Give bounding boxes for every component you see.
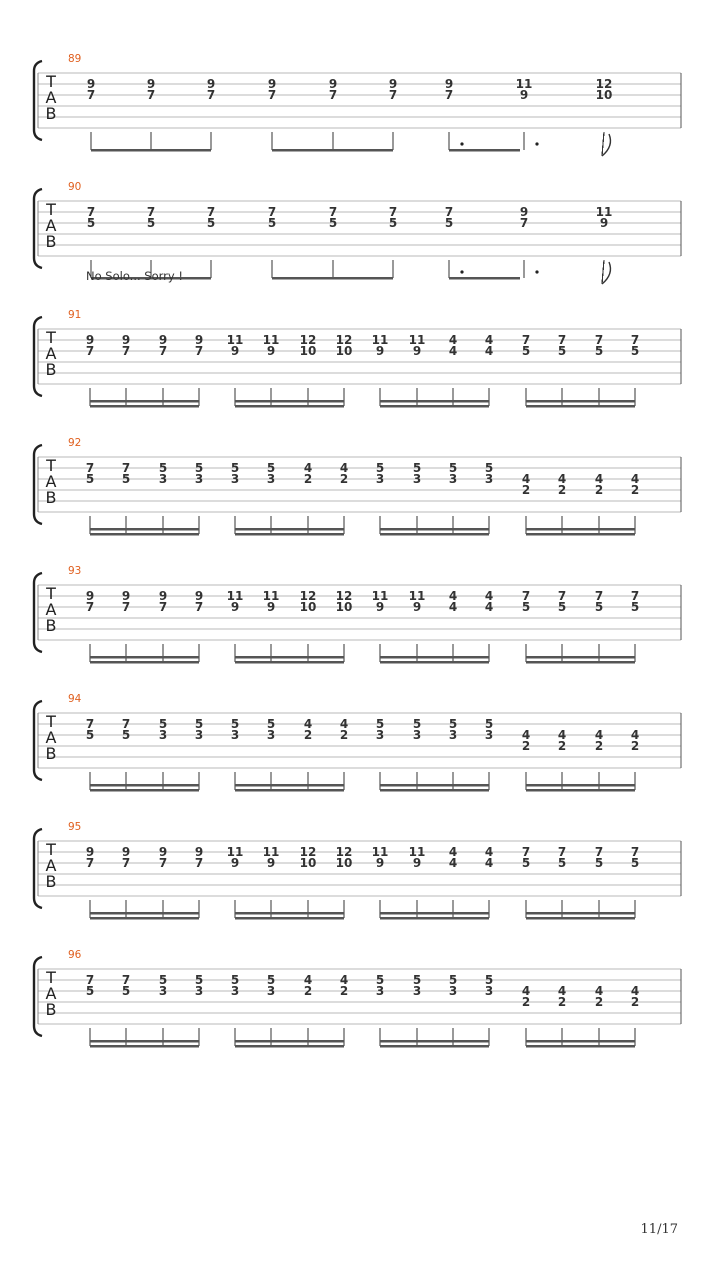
- fret-number: 2: [557, 483, 567, 497]
- fret-number: 3: [448, 984, 458, 998]
- fret-number: 9: [121, 589, 131, 603]
- fret-number: 2: [521, 995, 531, 1009]
- fret-number: 5: [267, 216, 277, 230]
- fret-number: 3: [230, 984, 240, 998]
- fret-number: 3: [266, 728, 276, 742]
- fret-number: 4: [557, 984, 567, 998]
- fret-number: 7: [194, 600, 204, 614]
- fret-number: 5: [158, 461, 168, 475]
- fret-number: 9: [412, 344, 422, 358]
- fret-number: 9: [194, 845, 204, 859]
- fret-number: 7: [121, 344, 131, 358]
- fret-number: 4: [448, 856, 458, 870]
- fret-number: 3: [158, 472, 168, 486]
- fret-number: 2: [557, 739, 567, 753]
- fret-number: 11: [262, 845, 280, 859]
- fret-number: 9: [158, 333, 168, 347]
- fret-number: 4: [339, 973, 349, 987]
- fret-number: 11: [408, 333, 426, 347]
- fret-number: 4: [630, 984, 640, 998]
- fret-number: 5: [521, 856, 531, 870]
- fret-number: 5: [594, 600, 604, 614]
- fret-number: 11: [515, 77, 533, 91]
- measure-number: 89: [68, 53, 82, 65]
- fret-number: 10: [335, 856, 353, 870]
- fret-number: 9: [375, 856, 385, 870]
- fret-number: 5: [448, 717, 458, 731]
- fret-number: 5: [266, 717, 276, 731]
- fret-number: 2: [557, 995, 567, 1009]
- fret-number: 11: [408, 845, 426, 859]
- fret-number: 7: [121, 600, 131, 614]
- measure-number: 92: [68, 437, 82, 449]
- fret-number: 5: [557, 344, 567, 358]
- fret-number: 7: [521, 845, 531, 859]
- fret-number: 9: [121, 333, 131, 347]
- measure-number: 95: [68, 821, 82, 833]
- fret-number: 4: [594, 984, 604, 998]
- fret-number: 9: [519, 88, 529, 102]
- fret-number: 7: [328, 88, 338, 102]
- tab-clef-letter: A: [45, 984, 57, 1003]
- fret-number: 9: [158, 589, 168, 603]
- fret-number: 5: [194, 717, 204, 731]
- fret-number: 3: [194, 728, 204, 742]
- tab-clef-letter: A: [45, 728, 57, 747]
- fret-number: 9: [519, 205, 529, 219]
- fret-number: 4: [557, 472, 567, 486]
- fret-number: 5: [557, 600, 567, 614]
- fret-number: 9: [412, 600, 422, 614]
- fret-number: 12: [299, 589, 317, 603]
- tab-clef-letter: T: [46, 584, 56, 603]
- fret-number: 4: [594, 728, 604, 742]
- fret-number: 7: [630, 333, 640, 347]
- fret-number: 7: [85, 344, 95, 358]
- fret-number: 10: [299, 344, 317, 358]
- fret-number: 4: [484, 589, 494, 603]
- fret-number: 12: [299, 845, 317, 859]
- fret-number: 7: [521, 589, 531, 603]
- fret-number: 5: [85, 728, 95, 742]
- fret-number: 12: [335, 845, 353, 859]
- fret-number: 9: [230, 344, 240, 358]
- fret-number: 7: [121, 717, 131, 731]
- fret-number: 9: [328, 77, 338, 91]
- fret-number: 7: [158, 344, 168, 358]
- fret-number: 7: [158, 600, 168, 614]
- fret-number: 5: [86, 216, 96, 230]
- fret-number: 5: [521, 600, 531, 614]
- fret-number: 7: [444, 88, 454, 102]
- fret-number: 9: [412, 856, 422, 870]
- fret-number: 9: [444, 77, 454, 91]
- fret-number: 7: [121, 461, 131, 475]
- fret-number: 3: [484, 472, 494, 486]
- tab-clef-letter: B: [45, 1000, 57, 1019]
- fret-number: 7: [388, 205, 398, 219]
- fret-number: 4: [448, 589, 458, 603]
- fret-number: 2: [594, 483, 604, 497]
- fret-number: 7: [594, 845, 604, 859]
- fret-number: 3: [484, 984, 494, 998]
- fret-number: 2: [594, 739, 604, 753]
- fret-number: 5: [412, 973, 422, 987]
- fret-number: 5: [630, 856, 640, 870]
- fret-number: 4: [521, 728, 531, 742]
- tab-clef-letter: T: [46, 968, 56, 987]
- fret-number: 4: [339, 717, 349, 731]
- tab-clef-letter: T: [46, 840, 56, 859]
- fret-number: 5: [484, 717, 494, 731]
- fret-number: 4: [448, 333, 458, 347]
- fret-number: 7: [86, 88, 96, 102]
- fret-number: 4: [484, 600, 494, 614]
- fret-number: 4: [594, 472, 604, 486]
- tab-clef-letter: A: [45, 472, 57, 491]
- fret-number: 7: [630, 589, 640, 603]
- fret-number: 5: [194, 973, 204, 987]
- fret-number: 2: [339, 472, 349, 486]
- fret-number: 2: [303, 728, 313, 742]
- fret-number: 2: [303, 984, 313, 998]
- tab-system-95: [34, 821, 681, 918]
- fret-number: 7: [194, 344, 204, 358]
- fret-number: 5: [85, 984, 95, 998]
- fret-number: 12: [595, 77, 613, 91]
- fret-number: 5: [158, 717, 168, 731]
- fret-number: 5: [85, 472, 95, 486]
- fret-number: 9: [85, 845, 95, 859]
- fret-number: 5: [388, 216, 398, 230]
- tab-clef-letter: T: [46, 456, 56, 475]
- fret-number: 9: [375, 600, 385, 614]
- fret-number: 4: [484, 856, 494, 870]
- fret-number: 5: [412, 461, 422, 475]
- fret-number: 5: [375, 973, 385, 987]
- measure-number: 94: [68, 693, 82, 705]
- tab-clef-letter: B: [45, 232, 57, 251]
- fret-number: 4: [303, 461, 313, 475]
- fret-number: 7: [328, 205, 338, 219]
- note-stem: [602, 132, 604, 156]
- fret-number: 5: [594, 344, 604, 358]
- fret-number: 9: [86, 77, 96, 91]
- fret-number: 4: [557, 728, 567, 742]
- tab-clef-letter: B: [45, 488, 57, 507]
- tab-system-93: [34, 565, 681, 662]
- fret-number: 10: [335, 600, 353, 614]
- fret-number: 3: [266, 984, 276, 998]
- fret-number: 7: [557, 845, 567, 859]
- fret-number: 3: [375, 472, 385, 486]
- fret-number: 12: [335, 589, 353, 603]
- fret-number: 11: [371, 333, 389, 347]
- fret-number: 9: [158, 845, 168, 859]
- fret-number: 9: [230, 600, 240, 614]
- fret-number: 11: [262, 333, 280, 347]
- fret-number: 3: [194, 472, 204, 486]
- fret-number: 2: [521, 739, 531, 753]
- fret-number: 5: [448, 973, 458, 987]
- tab-clef-letter: B: [45, 104, 57, 123]
- fret-number: 11: [226, 845, 244, 859]
- fret-number: 3: [194, 984, 204, 998]
- section-annotation: No Solo... Sorry !: [86, 269, 183, 283]
- fret-number: 7: [630, 845, 640, 859]
- fret-number: 4: [630, 728, 640, 742]
- fret-number: 5: [230, 973, 240, 987]
- tab-system-96: [34, 949, 681, 1046]
- fret-number: 3: [266, 472, 276, 486]
- fret-number: 4: [521, 472, 531, 486]
- fret-number: 7: [85, 717, 95, 731]
- fret-number: 2: [630, 739, 640, 753]
- fret-number: 5: [206, 216, 216, 230]
- fret-number: 5: [266, 973, 276, 987]
- fret-number: 11: [262, 589, 280, 603]
- fret-number: 7: [86, 205, 96, 219]
- tab-clef-letter: A: [45, 344, 57, 363]
- fret-number: 11: [226, 333, 244, 347]
- fret-number: 9: [388, 77, 398, 91]
- fret-number: 9: [375, 344, 385, 358]
- fret-number: 5: [484, 461, 494, 475]
- fret-number: 7: [557, 589, 567, 603]
- tab-clef-letter: B: [45, 872, 57, 891]
- fret-number: 5: [412, 717, 422, 731]
- fret-number: 9: [194, 333, 204, 347]
- fret-number: 9: [121, 845, 131, 859]
- page-number: 11/17: [640, 1222, 678, 1237]
- fret-number: 7: [121, 856, 131, 870]
- fret-number: 5: [266, 461, 276, 475]
- fret-number: 3: [375, 728, 385, 742]
- fret-number: 5: [557, 856, 567, 870]
- fret-number: 11: [371, 589, 389, 603]
- fret-number: 7: [85, 600, 95, 614]
- fret-number: 2: [630, 995, 640, 1009]
- tab-system-92: [34, 437, 681, 534]
- measure-number: 91: [68, 309, 82, 321]
- fret-number: 11: [595, 205, 613, 219]
- fret-number: 5: [146, 216, 156, 230]
- fret-number: 5: [194, 461, 204, 475]
- fret-number: 2: [303, 472, 313, 486]
- fret-number: 5: [158, 973, 168, 987]
- fret-number: 2: [339, 728, 349, 742]
- tab-clef-letter: B: [45, 360, 57, 379]
- fret-number: 3: [158, 984, 168, 998]
- fret-number: 9: [266, 344, 276, 358]
- fret-number: 7: [594, 589, 604, 603]
- fret-number: 2: [630, 483, 640, 497]
- tab-system-94: [34, 693, 681, 790]
- fret-number: 9: [146, 77, 156, 91]
- fret-number: 5: [121, 728, 131, 742]
- fret-number: 4: [521, 984, 531, 998]
- fret-number: 7: [444, 205, 454, 219]
- fret-number: 7: [206, 88, 216, 102]
- fret-number: 10: [299, 600, 317, 614]
- fret-number: 4: [448, 845, 458, 859]
- tab-clef-letter: T: [46, 200, 56, 219]
- tab-clef-letter: A: [45, 88, 57, 107]
- fret-number: 5: [230, 717, 240, 731]
- fret-number: 3: [484, 728, 494, 742]
- tab-clef-letter: A: [45, 216, 57, 235]
- fret-number: 7: [267, 205, 277, 219]
- fret-number: 9: [85, 333, 95, 347]
- fret-number: 7: [557, 333, 567, 347]
- fret-number: 12: [335, 333, 353, 347]
- fret-number: 4: [303, 717, 313, 731]
- fret-number: 9: [267, 77, 277, 91]
- fret-number: 5: [328, 216, 338, 230]
- fret-number: 11: [408, 589, 426, 603]
- fret-number: 7: [206, 205, 216, 219]
- fret-number: 11: [226, 589, 244, 603]
- fret-number: 7: [267, 88, 277, 102]
- fret-number: 3: [448, 728, 458, 742]
- note-stem: [602, 260, 604, 284]
- rhythm-dot: [535, 270, 538, 273]
- fret-number: 2: [521, 483, 531, 497]
- fret-number: 4: [448, 344, 458, 358]
- fret-number: 2: [339, 984, 349, 998]
- fret-number: 10: [299, 856, 317, 870]
- measure-number: 93: [68, 565, 82, 577]
- fret-number: 3: [230, 472, 240, 486]
- tab-system-89: [34, 53, 681, 156]
- tab-clef-letter: T: [46, 328, 56, 347]
- fret-number: 9: [206, 77, 216, 91]
- fret-number: 4: [339, 461, 349, 475]
- fret-number: 4: [484, 344, 494, 358]
- measure-number: 96: [68, 949, 82, 961]
- fret-number: 7: [85, 461, 95, 475]
- fret-number: 3: [412, 728, 422, 742]
- fret-number: 5: [521, 344, 531, 358]
- fret-number: 9: [599, 216, 609, 230]
- fret-number: 5: [594, 856, 604, 870]
- fret-number: 5: [444, 216, 454, 230]
- fret-number: 7: [85, 973, 95, 987]
- fret-number: 3: [412, 472, 422, 486]
- fret-number: 5: [375, 717, 385, 731]
- fret-number: 5: [630, 344, 640, 358]
- fret-number: 5: [484, 973, 494, 987]
- tab-clef-letter: T: [46, 712, 56, 731]
- fret-number: 3: [158, 728, 168, 742]
- rhythm-dot: [460, 142, 463, 145]
- fret-number: 7: [146, 88, 156, 102]
- fret-number: 5: [121, 472, 131, 486]
- rhythm-dot: [535, 142, 538, 145]
- fret-number: 9: [85, 589, 95, 603]
- fret-number: 3: [412, 984, 422, 998]
- fret-number: 9: [266, 600, 276, 614]
- fret-number: 7: [521, 333, 531, 347]
- fret-number: 7: [85, 856, 95, 870]
- fret-number: 10: [595, 88, 613, 102]
- measure-number: 90: [68, 181, 82, 193]
- fret-number: 7: [594, 333, 604, 347]
- fret-number: 4: [630, 472, 640, 486]
- fret-number: 12: [299, 333, 317, 347]
- tab-clef-letter: T: [46, 72, 56, 91]
- fret-number: 4: [448, 600, 458, 614]
- fret-number: 11: [371, 845, 389, 859]
- fret-number: 9: [230, 856, 240, 870]
- fret-number: 7: [121, 973, 131, 987]
- fret-number: 7: [388, 88, 398, 102]
- fret-number: 7: [146, 205, 156, 219]
- fret-number: 7: [519, 216, 529, 230]
- fret-number: 4: [484, 845, 494, 859]
- fret-number: 10: [335, 344, 353, 358]
- fret-number: 7: [194, 856, 204, 870]
- fret-number: 5: [448, 461, 458, 475]
- tab-clef-letter: A: [45, 600, 57, 619]
- tab-clef-letter: B: [45, 616, 57, 635]
- fret-number: 3: [375, 984, 385, 998]
- fret-number: 2: [594, 995, 604, 1009]
- fret-number: 7: [158, 856, 168, 870]
- fret-number: 5: [375, 461, 385, 475]
- rhythm-dot: [460, 270, 463, 273]
- tab-clef-letter: A: [45, 856, 57, 875]
- fret-number: 9: [266, 856, 276, 870]
- fret-number: 3: [448, 472, 458, 486]
- fret-number: 5: [230, 461, 240, 475]
- fret-number: 9: [194, 589, 204, 603]
- fret-number: 3: [230, 728, 240, 742]
- fret-number: 5: [630, 600, 640, 614]
- fret-number: 5: [121, 984, 131, 998]
- fret-number: 4: [303, 973, 313, 987]
- tab-system-91: [34, 269, 681, 406]
- fret-number: 4: [484, 333, 494, 347]
- tab-clef-letter: B: [45, 744, 57, 763]
